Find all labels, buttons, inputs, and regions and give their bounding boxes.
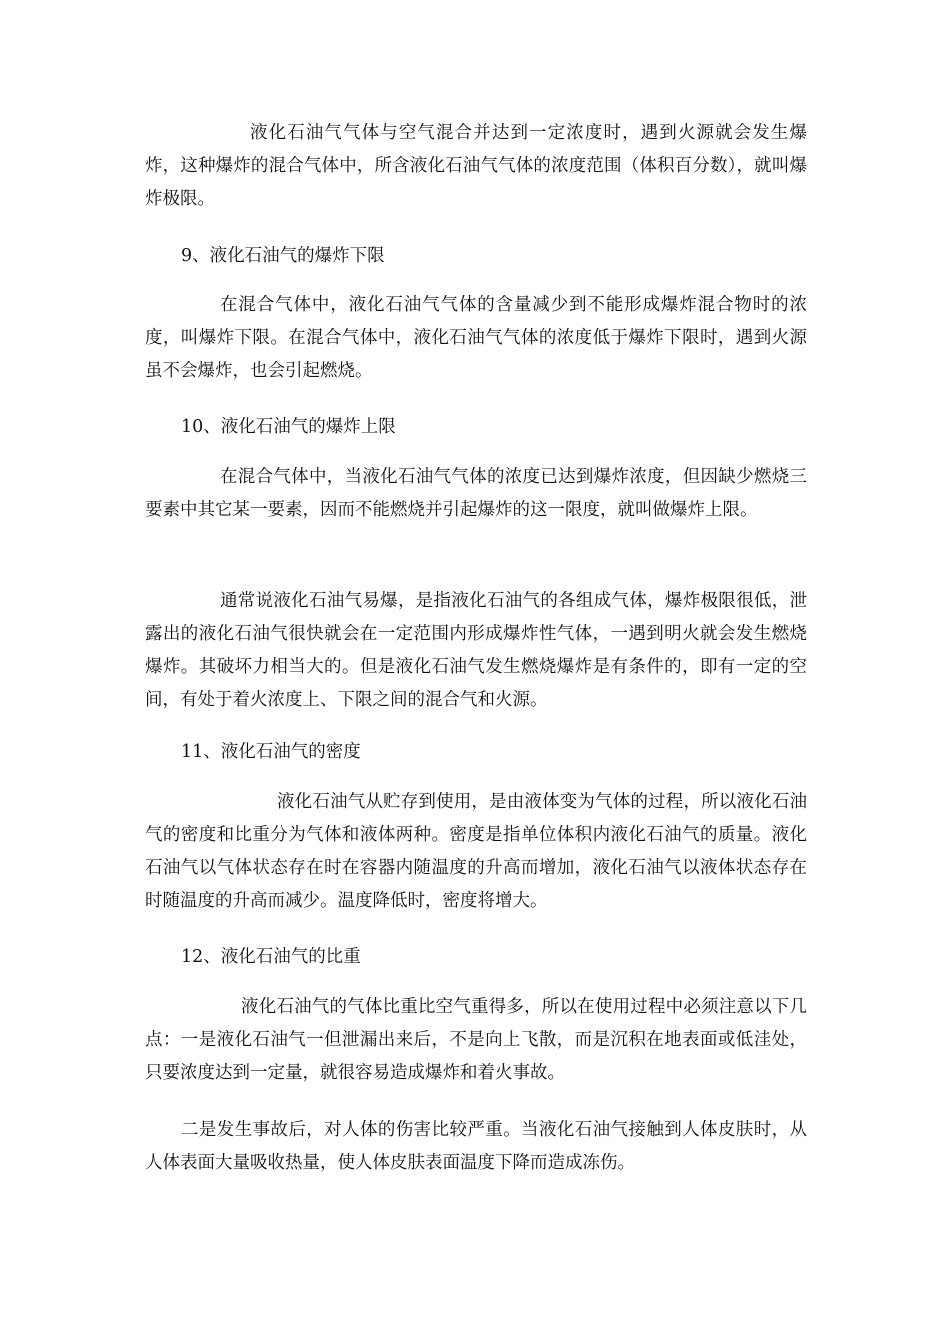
paragraph-explosion-conditions: 通常说液化石油气易爆，是指液化石油气的各组成气体，爆炸极限很低，泄露出的液化石油气很快就会在一定范围内形成爆炸性气体，一遇到明火就会发生燃烧爆炸。其破坏力相当大的。但是液化石油气发生燃烧爆炸是有条件的，即有一定的空间，有处于着火浓度上、下限之间的混合气和火源。 xyxy=(145,591,807,710)
paragraph-lower-explosion-limit: 在混合气体中，液化石油气气体的含量减少到不能形成爆炸混合物时的浓度，叫爆炸下限。在混合气体中，液化石油气气体的浓度低于爆炸下限时，遇到火源虽不会爆炸，也会引起燃烧。 xyxy=(145,295,807,381)
heading-upper-explosion-limit: 10、液化石油气的爆炸上限 xyxy=(181,417,396,437)
paragraph-upper-explosion-limit: 在混合气体中，当液化石油气气体的浓度已达到爆炸浓度，但因缺少燃烧三要素中其它某一要素，因而不能燃烧并引起爆炸的这一限度，就叫做爆炸上限。 xyxy=(145,467,807,520)
paragraph-density: 液化石油气从贮存到使用，是由液体变为气体的过程，所以液化石油气的密度和比重分为气体和液体两种。密度是指单位体积内液化石油气的质量。液化石油气以气体状态存在时在容器内随温度的升高而增加，液化石油气以液体状态存在时随温度的升高而减少。温度降低时，密度将增大。 xyxy=(145,792,807,911)
heading-specific-gravity: 12、液化石油气的比重 xyxy=(181,947,361,967)
heading-lower-explosion-limit: 9、液化石油气的爆炸下限 xyxy=(181,246,385,266)
paragraph-explosion-limit: 液化石油气气体与空气混合并达到一定浓度时，遇到火源就会发生爆炸，这种爆炸的混合气体中，所含液化石油气气体的浓度范围（体积百分数），就叫爆炸极限。 xyxy=(145,123,807,209)
heading-density: 11、液化石油气的密度 xyxy=(181,742,361,762)
paragraph-specific-gravity: 液化石油气的气体比重比空气重得多，所以在使用过程中必须注意以下几点：一是液化石油气一但泄漏出来后，不是向上飞散，而是沉积在地表面或低洼处，只要浓度达到一定量，就很容易造成爆炸和着火事故。 xyxy=(145,997,807,1083)
paragraph-injury: 二是发生事故后，对人体的伤害比较严重。当液化石油气接触到人体皮肤时，从人体表面大量吸收热量，使人体皮肤表面温度下降而造成冻伤。 xyxy=(145,1120,807,1173)
